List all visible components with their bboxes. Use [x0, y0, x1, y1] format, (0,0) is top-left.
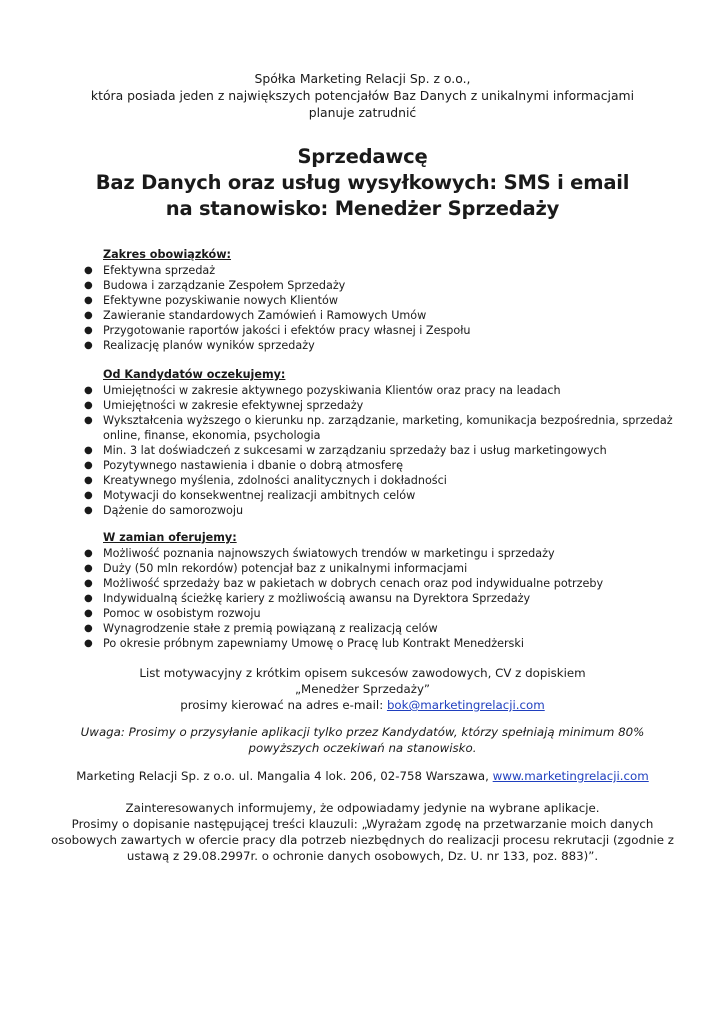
- bullet-icon: ●: [84, 593, 93, 604]
- list-item: [82, 503, 682, 518]
- list-item-text: Umiejętności w zakresie efektywnej sprzedaży: [103, 399, 364, 412]
- list-item-text: Możliwość poznania najnowszych światowych trendów w marketingu i sprzedaży: [103, 547, 555, 560]
- application-line-1: List motywacyjny z krótkim opisem sukcesów zawodowych, CV z dopiskiem: [139, 666, 586, 680]
- list-item: [82, 546, 682, 561]
- expectations-section: [82, 368, 682, 518]
- application-line-2: „Menedżer Sprzedaży”: [294, 682, 431, 696]
- list-item-text: Umiejętności w zakresie aktywnego pozyskiwania Klientów oraz pracy na leadach: [103, 384, 561, 397]
- bullet-icon: ●: [84, 280, 93, 291]
- list-item: [82, 293, 682, 308]
- legal-clause: [50, 800, 675, 864]
- bullet-icon: ●: [84, 548, 93, 559]
- list-item-text: Pozytywnego nastawienia i dbanie o dobrą atmosferę: [103, 459, 404, 472]
- list-item: [82, 458, 682, 473]
- bullet-icon: ●: [84, 563, 93, 574]
- bullet-icon: ●: [84, 475, 93, 486]
- bullet-icon: ●: [84, 325, 93, 336]
- application-line-3: [60, 697, 665, 713]
- note: Uwaga: Prosimy o przysyłanie aplikacji tylko przez Kandydatów, którzy spełniają minimum 80% powyższych oczekiwań na stanowisko.: [80, 725, 645, 755]
- list-item-text: Wykształcenia wyższego o kierunku np. zarządzanie, marketing, komunikacja bezpośrednia, sprzedaż online, finanse, ekonomia, psychologia: [103, 414, 673, 442]
- list-item-text: Zawieranie standardowych Zamówień i Ramowych Umów: [103, 309, 427, 322]
- section-heading: Zakres obowiązków:: [103, 248, 232, 261]
- duties-list: [82, 263, 682, 353]
- title-line-1: Sprzedawcę: [297, 145, 428, 168]
- hiring-line: planuje zatrudnić: [308, 105, 417, 120]
- list-item: [82, 263, 682, 278]
- duties-section: [82, 248, 682, 353]
- bullet-icon: ●: [84, 445, 93, 456]
- bullet-icon: ●: [84, 608, 93, 619]
- list-item-text: Po okresie próbnym zapewniamy Umowę o Pracę lub Kontrakt Menedżerski: [103, 637, 524, 650]
- bullet-icon: ●: [84, 460, 93, 471]
- list-item-text: Przygotowanie raportów jakości i efektów pracy własnej i Zespołu: [103, 324, 471, 337]
- list-item: [82, 338, 682, 353]
- list-item: [82, 383, 682, 398]
- website-link[interactable]: www.marketingrelacji.com: [492, 769, 649, 783]
- company-description: która posiada jeden z największych potencjałów Baz Danych z unikalnymi informacjami: [90, 88, 635, 103]
- list-item: [82, 323, 682, 338]
- bullet-icon: ●: [84, 415, 93, 426]
- list-item: [82, 398, 682, 413]
- list-item: [82, 308, 682, 323]
- list-item-text: Kreatywnego myślenia, zdolności analitycznych i dokładności: [103, 474, 447, 487]
- list-item-text: Pomoc w osobistym rozwoju: [103, 607, 261, 620]
- title-line-2: Baz Danych oraz usług wysyłkowych: SMS i email: [95, 171, 630, 194]
- bullet-icon: ●: [84, 295, 93, 306]
- list-item: [82, 621, 682, 636]
- list-item-text: Min. 3 lat doświadczeń z sukcesami w zarządzaniu sprzedaży baz i usług marketingowych: [103, 444, 607, 457]
- intro: [40, 70, 685, 121]
- list-item: [82, 488, 682, 503]
- bullet-icon: ●: [84, 623, 93, 634]
- application-instructions: [60, 665, 665, 713]
- bullet-icon: ●: [84, 578, 93, 589]
- expectations-list: [82, 383, 682, 518]
- list-item-text: Efektywna sprzedaż: [103, 264, 216, 277]
- address-text: Marketing Relacji Sp. z o.o. ul. Mangalia 4 lok. 206, 02-758 Warszawa,: [76, 769, 493, 783]
- bullet-icon: ●: [84, 385, 93, 396]
- legal-line-1: Zainteresowanych informujemy, że odpowiadamy jedynie na wybrane aplikacje.: [125, 801, 600, 815]
- company-line: Spółka Marketing Relacji Sp. z o.o.,: [254, 71, 471, 86]
- list-item-text: Budowa i zarządzanie Zespołem Sprzedaży: [103, 279, 346, 292]
- bullet-icon: ●: [84, 310, 93, 321]
- list-item-text: Realizację planów wyników sprzedaży: [103, 339, 315, 352]
- bullet-icon: ●: [84, 490, 93, 501]
- list-item-text: Wynagrodzenie stałe z premią powiązaną z realizacją celów: [103, 622, 438, 635]
- list-item: [82, 561, 682, 576]
- list-item: [82, 636, 682, 651]
- legal-line-2: Prosimy o dopisanie następującej treści klauzuli: „Wyrażam zgodę na przetwarzanie moich danych osobowych zawartych w ofercie pracy dla potrzeb niezbędnych do realizacji procesu rekrutacji (zgodnie z ustawą z 29.08.2997r. o ochronie danych osobowych, Dz. U. nr 133, poz. 883)”.: [51, 817, 674, 863]
- list-item-text: Motywacji do konsekwentnej realizacji ambitnych celów: [103, 489, 416, 502]
- bullet-icon: ●: [84, 505, 93, 516]
- offer-list: [82, 546, 682, 651]
- bullet-icon: ●: [84, 340, 93, 351]
- list-item-text: Duży (50 mln rekordów) potencjał baz z unikalnymi informacjami: [103, 562, 468, 575]
- bullet-icon: ●: [84, 400, 93, 411]
- email-link[interactable]: bok@marketingrelacji.com: [386, 698, 545, 712]
- list-item: [82, 576, 682, 591]
- bullet-icon: ●: [84, 638, 93, 649]
- list-item-text: Indywidualną ścieżkę kariery z możliwością awansu na Dyrektora Sprzedaży: [103, 592, 531, 605]
- list-item-text: Dążenie do samorozwoju: [103, 504, 244, 517]
- title-line-3: na stanowisko: Menedżer Sprzedaży: [165, 197, 560, 220]
- section-heading: Od Kandydatów oczekujemy:: [103, 368, 286, 381]
- bullet-icon: ●: [84, 265, 93, 276]
- list-item: [82, 413, 682, 443]
- list-item: [82, 443, 682, 458]
- list-item: [82, 606, 682, 621]
- offer-section: [82, 531, 682, 651]
- list-item: [82, 278, 682, 293]
- list-item: [82, 591, 682, 606]
- email-prefix: prosimy kierować na adres e-mail:: [180, 698, 387, 712]
- list-item-text: Efektywne pozyskiwanie nowych Klientów: [103, 294, 338, 307]
- list-item: [82, 473, 682, 488]
- company-address: [60, 768, 665, 784]
- page-title: [30, 144, 695, 222]
- list-item-text: Możliwość sprzedaży baz w pakietach w dobrych cenach oraz pod indywidualne potrzeby: [103, 577, 604, 590]
- section-heading: W zamian oferujemy:: [103, 531, 237, 544]
